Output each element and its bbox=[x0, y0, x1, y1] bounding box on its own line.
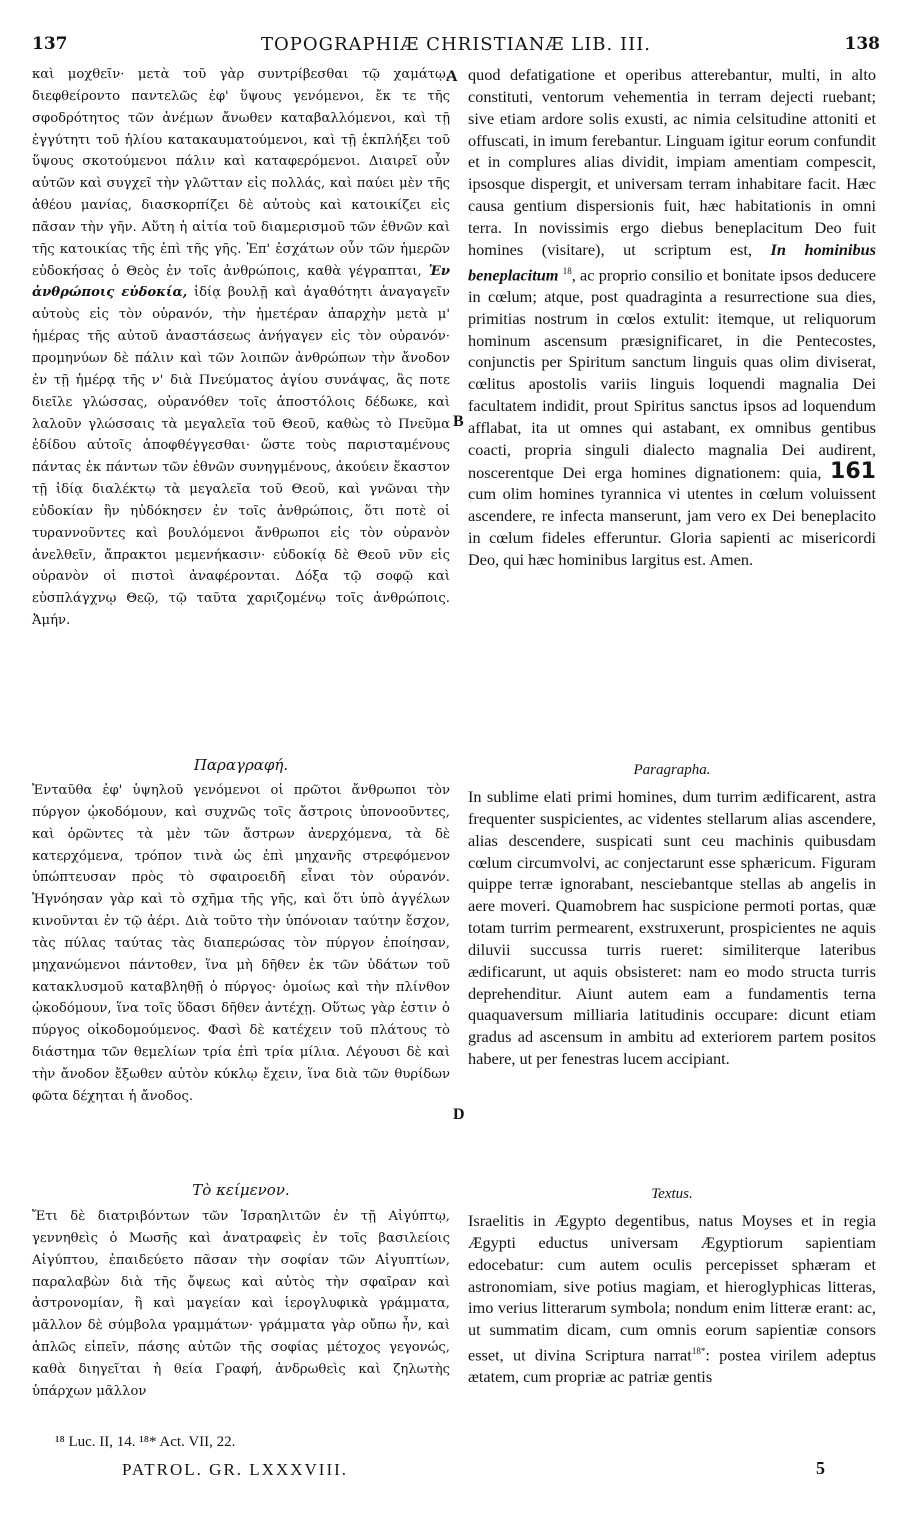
latin-paragraph-3 bbox=[468, 1210, 876, 1388]
footnotes: ¹⁸ Luc. II, 14. ¹⁸* Act. VII, 22. bbox=[55, 1434, 236, 1450]
greek-section-heading-keimenon: Τὸ κείμενον. bbox=[192, 1181, 290, 1199]
greek-paragraph-3: Ἔτι δὲ διατριβόντων τῶν Ἰσραηλιτῶν ἐν τῇ Αἰγύπτῳ, γεννηθεὶς ὁ Μωσῆς καὶ ἀνατραφεὶς ἐν τοῖς βασιλείοις Αἰγύπτου, ἐπαιδεύετο πᾶσαν τὴν σοφίαν τῶν Αἰγυπτίων, παραλαβὼν διὰ τῆς ὄψεως καὶ αὐτὸς τὴν σφαῖραν καὶ ἀστρονομίαν, ἢ καὶ μαγείαν καὶ ἱερογλυφικὰ γράμματα, μᾶλλον δὲ σύμβολα γραμμάτων· γράμματα γὰρ οὔπω ἦν, καὶ ἁπλῶς εἰπεῖν, πάσης αὐτῶν τῆς σοφίας μέτοχος γεγονώς, καθὰ διηγεῖται ἡ θεία Γραφή, ἀνδρωθεὶς καὶ ζηλωτὴς ὑπάρχων μᾶλλον bbox=[32, 1209, 450, 1399]
latin-column bbox=[468, 64, 876, 1424]
page-header bbox=[32, 34, 880, 60]
greek-paragraph-1 bbox=[32, 64, 450, 632]
patrologia-signature: PATROL. GR. LXXXVIII. bbox=[122, 1460, 349, 1479]
greek-quotation: Ἐν ἀνθρώποις εὐδοκία, bbox=[32, 263, 450, 301]
greek-paragraph-2: Ἐνταῦθα ἐφ' ὑψηλοῦ γενόμενοι οἱ πρῶτοι ἄνθρωποι τὸν πύργον ᾠκοδόμουν, καὶ συχνῶς τοῖς ἄστροις ὑπονοοῦντες, καὶ ὁρῶντες τὰ μὲν τῶν ἄστρων ἀνερχόμενα, τὰ δὲ κατερχόμενα, τρόπον τινὰ ὡς ἐπὶ μηχανῆς στρεφόμενον ὑπώπτευσαν πρὸς τὸ σφαιροειδῆ εἶναι τὸν οὐρανόν. Ἠγνόησαν γὰρ καὶ τὸ σχῆμα τῆς γῆς, καὶ ὅτι ὑπὸ ἀγγέλων κινοῦνται ἐν τῷ ἀέρι. Διὰ τοῦτο τὴν ὑπόνοιαν ταύτην ἔσχον, τὰς πύλας ταύτας τὰς διαπερώσας τὸν πύργον ἐποίησαν, μηχανώμενοι πάντοθεν, ἵνα μὴ δῆθεν ἐκ τῶν ὑδάτων τοῦ κατακλυσμοῦ καταβληθῇ ὁ πύργος· ὁμοίως καὶ τὴν πλίνθον ᾠκοδόμουν, ἵνα τοῖς ὕδασι δῆθεν ἀντέχῃ. Οὕτως γὰρ ἐστιν ὁ πύργος οἰκοδομούμενος. Φασὶ δὲ κατέχειν τοῦ πλάτους τὸ διάστημα τῶν θεμελίων τρία ἐπὶ τρία μίλια. Λέγουσι δὲ καὶ τὴν ἄνοδον ἔξωθεν αὐτὸν κύκλῳ ἔχειν, ἵνα διὰ τῶν θυρίδων φῶτα δέχηται ἡ ἄνοδος. bbox=[32, 783, 450, 1104]
margin-marker-d: D bbox=[453, 1106, 465, 1123]
footnote-ref-18-star: 18* bbox=[691, 1346, 706, 1357]
margin-marker-a: A bbox=[446, 68, 458, 85]
latin-section-heading-textus: Textus. bbox=[651, 1186, 693, 1202]
latin-text: : postea virilem adeptus ætatem, cum propriæ ac patriæ gentis bbox=[468, 1345, 877, 1387]
latin-section-heading-paragrapha: Paragrapha. bbox=[633, 762, 711, 778]
greek-text: καὶ μοχθεῖν· μετὰ τοῦ γὰρ συντρίβεσθαι τῷ χαμάτῳ, διεφθείροντο παντελῶς ἐφ' ὕψους γενόμενοι, ἔκ τε τῆς σφοδρότητος τῶν ἀνέμων ἄνωθεν καταβαλλόμενοι, καὶ τῇ ἐγγύτητι τοῦ ἡλίου κατακαυματούμενοι, καὶ τῇ ἐκπλήξει τοῦ ὕψους σκοτούμενοι πάλιν καὶ καταφερόμενοι. Διαιρεῖ οὖν αὐτῶν καὶ συγχεῖ τὴν γλῶτταν εἰς πολλάς, καὶ παύει μὲν τῆς ἀθέου μανίας, διασκορπίζει δὲ αὐτοὺς καὶ κατοικίζει εἰς πᾶσαν τὴν γῆν. Αὕτη ἡ αἰτία τοῦ διαμερισμοῦ τῶν ἐθνῶν καὶ τῆς κατοικίας τῆς ἐπὶ τῆς γῆς. Ἐπ' ἐσχάτων οὖν τῶν ἡμερῶν εὐδοκήσας ὁ Θεὸς ἐν τοῖς ἀνθρώποις, καθὰ γέγραπται, bbox=[32, 67, 450, 279]
column-number: 161 bbox=[830, 458, 876, 484]
running-title: TOPOGRAPHIÆ CHRISTIANÆ LIB. III. bbox=[260, 34, 652, 55]
gathering-signature: 5 bbox=[816, 1458, 825, 1478]
latin-text: , ac proprio consilio et bonitate ipsos deducere in cœlum; atque, post quadraginta a resurrectione sua dies, primitias nostrum in cœlos extulit: itemque, ut reliquorum hominum ascensum præsignificaret, in die Pentecostes, conjunctis per Spiritum sanctum linguis quas olim diviserat, cœlitus apostolis variis linguis loquendi magnalia Dei facultatem indidit, prout Spiritus sanctus ipsos ad loquendum afflabat, ita ut omnes qui astabant, ex omnibus gentibus coacti, propria singuli dialecto magnalia Dei audirent, noscerentque Dei erga homines dignationem: quia, bbox=[468, 265, 876, 482]
latin-text: cum olim homines tyrannica vi utentes in cœlum voluissent ascendere, re infecta manserunt, jam vero ex Dei beneplacito in cœlum fideles efferuntur. Gloria sapienti ac misericordi Deo, qui hæc hominibus largitus est. Amen. bbox=[468, 484, 876, 569]
greek-column bbox=[32, 64, 450, 1424]
latin-text: Israelitis in Ægypto degentibus, natus Moyses et in regia Ægypti eductus universam Ægyptiorum sapientiam edocebatur: cum autem oculis percepisset sphæram et astronomiam, sive potius magiam, et hieroglyphicas litteras, imo verius litterarum symbola; nondum enim litteræ erant: ac, ut summatim dicam, cum omnis eorum sapientiæ consors esset, ut divina Scriptura narrat bbox=[468, 1211, 876, 1365]
footnote-ref-18: 18 bbox=[562, 265, 572, 276]
greek-section-heading-paragraphe: Παραγραφή. bbox=[193, 756, 289, 774]
latin-quotation: In hominibus beneplacitum bbox=[468, 239, 876, 285]
margin-marker-b: B bbox=[453, 413, 464, 430]
page-number-right: 138 bbox=[844, 34, 880, 54]
latin-text: quod defatigatione et operibus atterebantur, multi, in alto constituti, ventorum vehementia in terram dejecti ruebant; sive etiam ardore solis exusti, ac nimia celsitudine attoniti et offuscati, in imum ferebantur. Linguam igitur eorum confundit et in complures alias dividit, impiam amentiam compescit, ipsosque dispergit, et universam terram inhabitare facit. Hæc causa gentium dispersionis fuit, hæc habitationis in omni terra. In novissimis ergo diebus beneplacitum Deo fuit homines (visitare), ut scriptum est, bbox=[468, 65, 876, 259]
latin-paragraph-2: In sublime elati primi homines, dum turrim ædificarent, astra frequenter suspicientes, ac videntes stellarum alias ascendere, alias descendere, suspicati sunt ceu machinis quibusdam cœlum circumvolvi, ac conjectarunt esse sphæricum. Figuram quippe terræ ignorabant, nesciebantque stellas ab angelis in aere moveri. Quamobrem hac suspicione permoti portas, quæ totam turrim permearent, exstruxerunt, prospicientes ne aquis diluvii succussa turris rueret: similiterque lateribus ædificarunt, ut aquis obsisteret: nam eo modo structa turris deprehenditur. Aiunt autem eam a fundamentis terna quaquaversum milliaria latitudinis occupare: dicunt etiam gradus ad ascensum in ambitu ad exteriorem partem positos habere, ut per fenestras lucem accipiant. bbox=[468, 787, 876, 1069]
page-number-left: 137 bbox=[32, 34, 68, 54]
greek-text: ἰδίᾳ βουλῇ καὶ ἀγαθότητι ἀναγαγεῖν αὐτοὺς εἰς τὸν οὐρανόν, τὴν ἡμετέραν ἀπαρχὴν μετὰ μ' ἡμέρας τῆς αὐτοῦ ἀναστάσεως ἀνήγαγεν εἰς τὸν οὐρανόν· προμηνύων δὲ πάλιν καὶ τῶν λοιπῶν ἀνθρώπων τὴν ἄνοδον ἐν τῇ ἡμέρᾳ τῆς ν' διὰ Πνεύματος ἁγίου συνάψας, ἃς ποτε διεῖλε γλώσσας, οὐρανόθεν τοῖς ἀποστόλοις δέδωκε, καὶ λαλοῦν γλώσσαις τὰ μεγαλεῖα τοῦ Θεοῦ, καθὼς τὸ Πνεῦμα ἐδίδου αὐτοῖς ἀποφθέγγεσθαι· ὥστε τοὺς παρισταμένους πάντας ἐκ πάντων τῶν ἐθνῶν συνηγμένους, ἀκούειν ἕκαστον τῇ ἰδίᾳ διαλέκτῳ τὰ μεγαλεῖα τοῦ Θεοῦ, καὶ γνῶναι τὴν εὐδοκίαν ἣν ηὐδόκησεν ἐν τοῖς ἀνθρώποις, ὅτι ποτὲ οἱ τυραννοῦντες καὶ βουλόμενοι ἄνθρωποι εἰς τὸν οὐρανὸν ἀνελθεῖν, ἄπρακτοι μεμενήκασιν· εὐδοκίᾳ δὲ Θεοῦ νῦν εἰς οὐρανὸν οἱ πιστοὶ ἀναφέρονται. Δόξα τῷ σοφῷ καὶ εὐσπλάγχνῳ Θεῷ, τῷ ταῦτα χαριζομένῳ τοῖς ἀνθρώποις. Ἀμήν. bbox=[32, 285, 450, 629]
latin-paragraph-1 bbox=[468, 64, 876, 571]
